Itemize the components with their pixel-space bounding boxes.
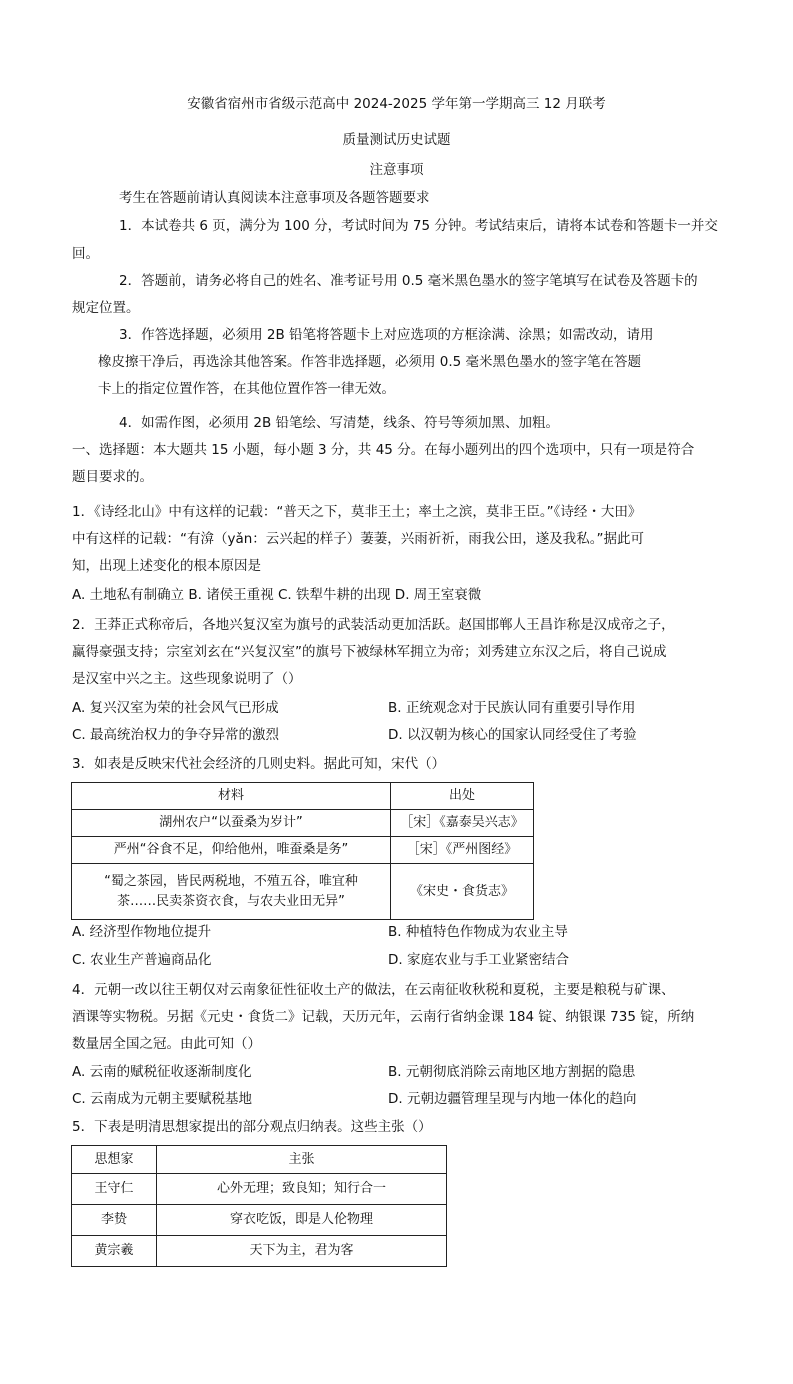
q3-cell-material: 严州“谷食不足，仰给他州，唯蚕桑是务” [72, 837, 391, 864]
q3-cell-source: ［宋］《严州图经》 [391, 837, 534, 864]
notice-item-3-cont1: 橡皮擦干净后，再选涂其他答案。作答非选择题，必须用 0.5 毫米黑色墨水的签字笔在答题 [98, 354, 642, 370]
q2-stem: 2．王莽正式称帝后，各地兴复汉室为旗号的武装活动更加活跃。赵国邯郸人王昌诈称是汉成帝之子， [72, 617, 675, 633]
q3-cell-material [72, 864, 391, 920]
notice-item-1-cont: 回。 [72, 246, 99, 262]
q3-cell-source: 《宋史・食货志》 [391, 864, 534, 920]
q2-stem-2: 赢得豪强支持；宗室刘玄在“兴复汉室”的旗号下被绿林军拥立为帝；刘秀建立东汉之后，将自己说成 [72, 644, 667, 660]
q5-cell-view: 心外无理；致良知；知行合一 [157, 1174, 447, 1205]
notice-item-3: 3．作答选择题，必须用 2B 铅笔将答题卡上对应选项的方框涂满、涂黑；如需改动，请用 [119, 327, 654, 343]
table-row [72, 837, 534, 864]
q2-option-a: A. 复兴汉室为荣的社会风气已形成 [72, 700, 279, 716]
section-heading: 一、选择题：本大题共 15 小题，每小题 3 分，共 45 分。在每小题列出的四个选项中，只有一项是符合 [72, 442, 695, 458]
q3-option-b: B. 种植特色作物成为农业主导 [388, 924, 568, 940]
table-row [72, 810, 534, 837]
q4-option-c: C. 云南成为元朝主要赋税基地 [72, 1091, 253, 1107]
q3-cell-material-line2: 茶……民卖茶资衣食，与农夫业田无异” [117, 893, 345, 909]
q1-options: A. 土地私有制确立 B. 诸侯王重视 C. 铁犁牛耕的出现 D. 周王室衰微 [72, 587, 482, 603]
notice-item-4: 4．如需作图，必须用 2B 铅笔绘、写清楚，线条、符号等须加黑、加粗。 [119, 415, 560, 431]
q4-stem: 4．元朝一改以往王朝仅对云南象征性征收土产的做法，在云南征收秋税和夏税，主要是粮税与矿课、 [72, 982, 675, 998]
q3-stem: 3．如表是反映宋代社会经济的几则史料。据此可知，宋代（） [72, 756, 446, 772]
q4-option-b: B. 元朝彻底消除云南地区地方割据的隐患 [388, 1064, 636, 1080]
notice-item-2-cont: 规定位置。 [72, 300, 140, 316]
table-row [72, 1205, 447, 1236]
q4-stem-2: 酒课等实物税。另据《元史・食货二》记载，天历元年，云南行省纳金课 184 锭、纳银课 735 锭，所纳 [72, 1009, 695, 1025]
notice-item-3-cont2: 卡上的指定位置作答，在其他位置作答一律无效。 [98, 381, 395, 397]
q3-option-a: A. 经济型作物地位提升 [72, 924, 212, 940]
q3-header-material: 材料 [72, 783, 391, 810]
section-heading-cont: 题目要求的。 [72, 469, 153, 485]
q4-option-d: D. 元朝边疆管理呈现与内地一体化的趋向 [388, 1091, 637, 1107]
notice-item-2: 2．答题前，请务必将自己的姓名、准考证号用 0.5 毫米黑色墨水的签字笔填写在试卷及答题卡的 [119, 273, 698, 289]
q5-header-thinker: 思想家 [72, 1146, 157, 1174]
table-row [72, 1174, 447, 1205]
q2-stem-3: 是汉室中兴之主。这些现象说明了（） [72, 671, 302, 687]
q5-cell-thinker: 黄宗羲 [72, 1236, 157, 1267]
q5-header-view: 主张 [157, 1146, 447, 1174]
notice-item-1: 1．本试卷共 6 页，满分为 100 分，考试时间为 75 分钟。考试结束后，请将本试卷和答题卡一并交 [119, 218, 718, 234]
q3-cell-material-line1: “蜀之茶园，皆民两税地，不殖五谷，唯宜种 [104, 873, 358, 889]
q3-cell-source: ［宋］《嘉泰吴兴志》 [391, 810, 534, 837]
notice-intro: 考生在答题前请认真阅读本注意事项及各题答题要求 [119, 190, 430, 206]
q2-option-b: B. 正统观念对于民族认同有重要引导作用 [388, 700, 636, 716]
q4-stem-3: 数量居全国之冠。由此可知（） [72, 1036, 261, 1052]
q2-option-c: C. 最高统治权力的争夺异常的激烈 [72, 727, 280, 743]
q3-header-source: 出处 [391, 783, 534, 810]
q5-cell-thinker: 王守仁 [72, 1174, 157, 1205]
q1-stem: 1．《诗经北山》中有这样的记载：“普天之下，莫非王土；率土之滨，莫非王臣。”《诗经・大田》 [72, 504, 642, 520]
q5-cell-view: 穿衣吃饭，即是人伦物理 [157, 1205, 447, 1236]
q5-table [71, 1145, 447, 1267]
q3-option-d: D. 家庭农业与手工业紧密结合 [388, 952, 569, 968]
exam-title: 安徽省宿州市省级示范高中 2024-2025 学年第一学期高三 12 月联考 [187, 96, 606, 112]
q1-stem-3: 知，出现上述变化的根本原因是 [72, 558, 261, 574]
q1-stem-2: 中有这样的记载：“有渰（yǎn：云兴起的样子）萋萋，兴雨祈祈，雨我公田，遂及我私。”据此可 [72, 531, 645, 547]
q3-option-c: C. 农业生产普遍商品化 [72, 952, 212, 968]
q5-stem: 5．下表是明清思想家提出的部分观点归纳表。这些主张（） [72, 1119, 432, 1135]
q5-cell-view: 天下为主，君为客 [157, 1236, 447, 1267]
q4-option-a: A. 云南的赋税征收逐渐制度化 [72, 1064, 252, 1080]
table-row [72, 1236, 447, 1267]
q3-cell-material: 湖州农户“以蚕桑为岁计” [72, 810, 391, 837]
table-row [72, 864, 534, 920]
q5-cell-thinker: 李贽 [72, 1205, 157, 1236]
exam-subtitle: 质量测试历史试题 [342, 132, 451, 148]
q3-table [71, 782, 534, 920]
notice-title: 注意事项 [369, 162, 424, 178]
q2-option-d: D. 以汉朝为核心的国家认同经受住了考验 [388, 727, 637, 743]
